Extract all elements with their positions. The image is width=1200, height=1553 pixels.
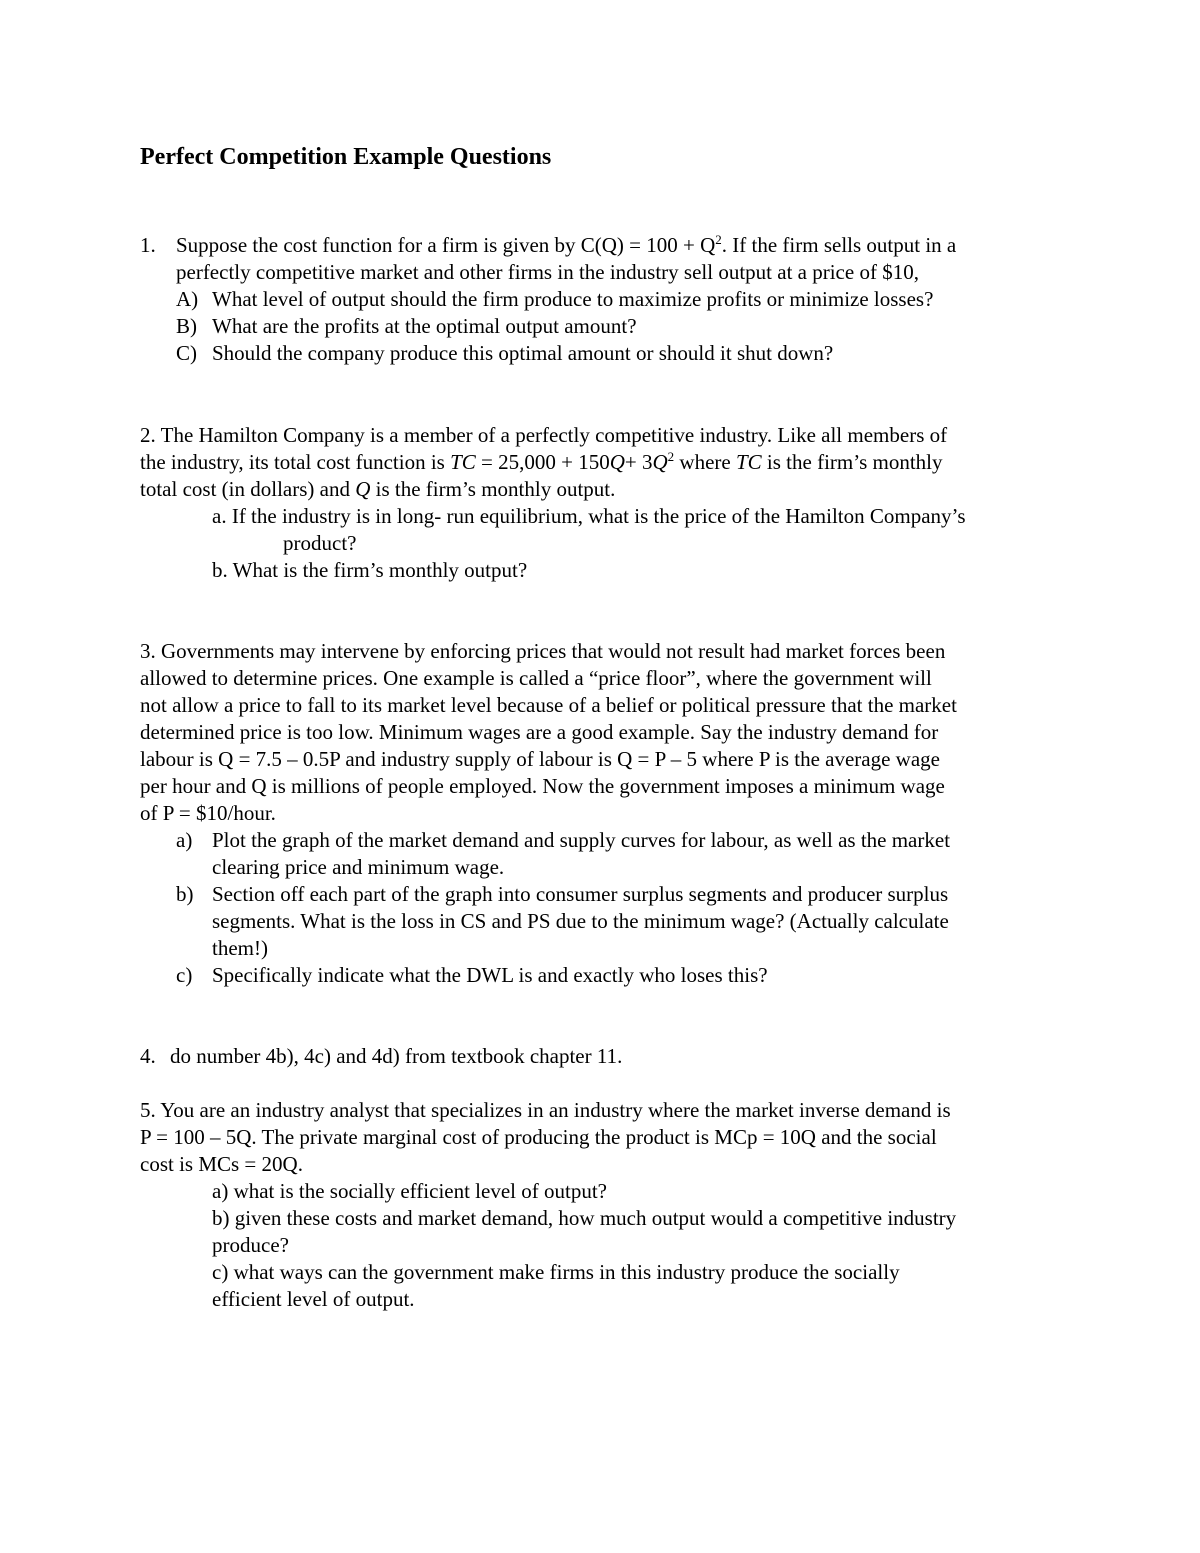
question-text-line: perfectly competitive market and other firms in the industry sell output at a price of $10, [176, 260, 919, 284]
question-text-line: per hour and Q is millions of people employed. Now the government imposes a minimum wage [140, 774, 945, 798]
sub-question-text: Should the company produce this optimal amount or should it shut down? [212, 341, 834, 365]
sub-question-label: c) [176, 963, 193, 987]
sub-question-text: a) what is the socially efficient level of output? [212, 1179, 607, 1203]
question-number: 4. [140, 1044, 156, 1068]
question-text-line: determined price is too low. Minimum wages are a good example. Say the industry demand for [140, 720, 939, 744]
sub-question-text: What level of output should the firm produce to maximize profits or minimize losses? [212, 287, 934, 311]
sub-question-text: a. If the industry is in long- run equilibrium, what is the price of the Hamilton Company’s [212, 504, 966, 528]
question-text-line: of P = $10/hour. [140, 801, 276, 825]
question-text-line: allowed to determine prices. One example is called a “price floor”, where the government will [140, 666, 932, 690]
sub-question-label: b) [176, 882, 194, 906]
question-text-line: Suppose the cost function for a firm is given by $C(Q) = 100 + Q^2$. If the firm sells output in a [176, 232, 957, 257]
sub-question-text: produce? [212, 1233, 289, 1257]
question-text-line: 2. The Hamilton Company is a member of a perfectly competitive industry. Like all members of [140, 423, 948, 447]
sub-question-text: c) what ways can the government make firms in this industry produce the socially [212, 1260, 900, 1284]
question-text-line: total cost (in dollars) and Q is the firm’s monthly output. [140, 477, 616, 501]
sub-question-text: segments. What is the loss in CS and PS due to the minimum wage? (Actually calculate [212, 909, 949, 933]
sub-question-text: them!) [212, 936, 268, 960]
question-text-line: not allow a price to fall to its market level because of a belief or political pressure that the market [140, 693, 957, 717]
question-text-line: the industry, its total cost function is TC = $25,000 + 150Q+ 3Q^2$ where TC is the firm’s monthly [140, 449, 943, 474]
sub-question-text: clearing price and minimum wage. [212, 855, 505, 879]
sub-question-text: Section off each part of the graph into consumer surplus segments and producer surplus [212, 882, 949, 906]
sub-question-text: Plot the graph of the market demand and supply curves for labour, as well as the market [212, 828, 951, 852]
question-number: 1. [140, 233, 156, 257]
sub-question-label: C) [176, 341, 197, 365]
sub-question-label: B) [176, 314, 197, 338]
question-text-line: labour is Q = 7.5 – 0.5P and industry supply of labour is Q = P – 5 where P is the average wage [140, 747, 940, 771]
sub-question-text: b) given these costs and market demand, how much output would a competitive industry [212, 1206, 957, 1230]
sub-question-text: product? [283, 531, 357, 555]
question-text-line: 5. You are an industry analyst that specializes in an industry where the market inverse demand is [140, 1098, 951, 1122]
sub-question-text: efficient level of output. [212, 1287, 415, 1311]
sub-question-text: b. What is the firm’s monthly output? [212, 558, 528, 582]
sub-question-text: Specifically indicate what the DWL is and exactly who loses this? [212, 963, 768, 987]
sub-question-label: a) [176, 828, 193, 852]
question-text-line: 3. Governments may intervene by enforcing prices that would not result had market forces been [140, 639, 946, 663]
page-title: Perfect Competition Example Questions [140, 144, 552, 170]
sub-question-label: A) [176, 287, 199, 311]
question-text-line: P = 100 – 5Q. The private marginal cost of producing the product is MCp = 10Q and the social [140, 1125, 937, 1149]
question-text-line: do number 4b), 4c) and 4d) from textbook chapter 11. [170, 1044, 623, 1068]
question-text-line: cost is MCs = 20Q. [140, 1152, 303, 1176]
sub-question-text: What are the profits at the optimal output amount? [212, 314, 637, 338]
